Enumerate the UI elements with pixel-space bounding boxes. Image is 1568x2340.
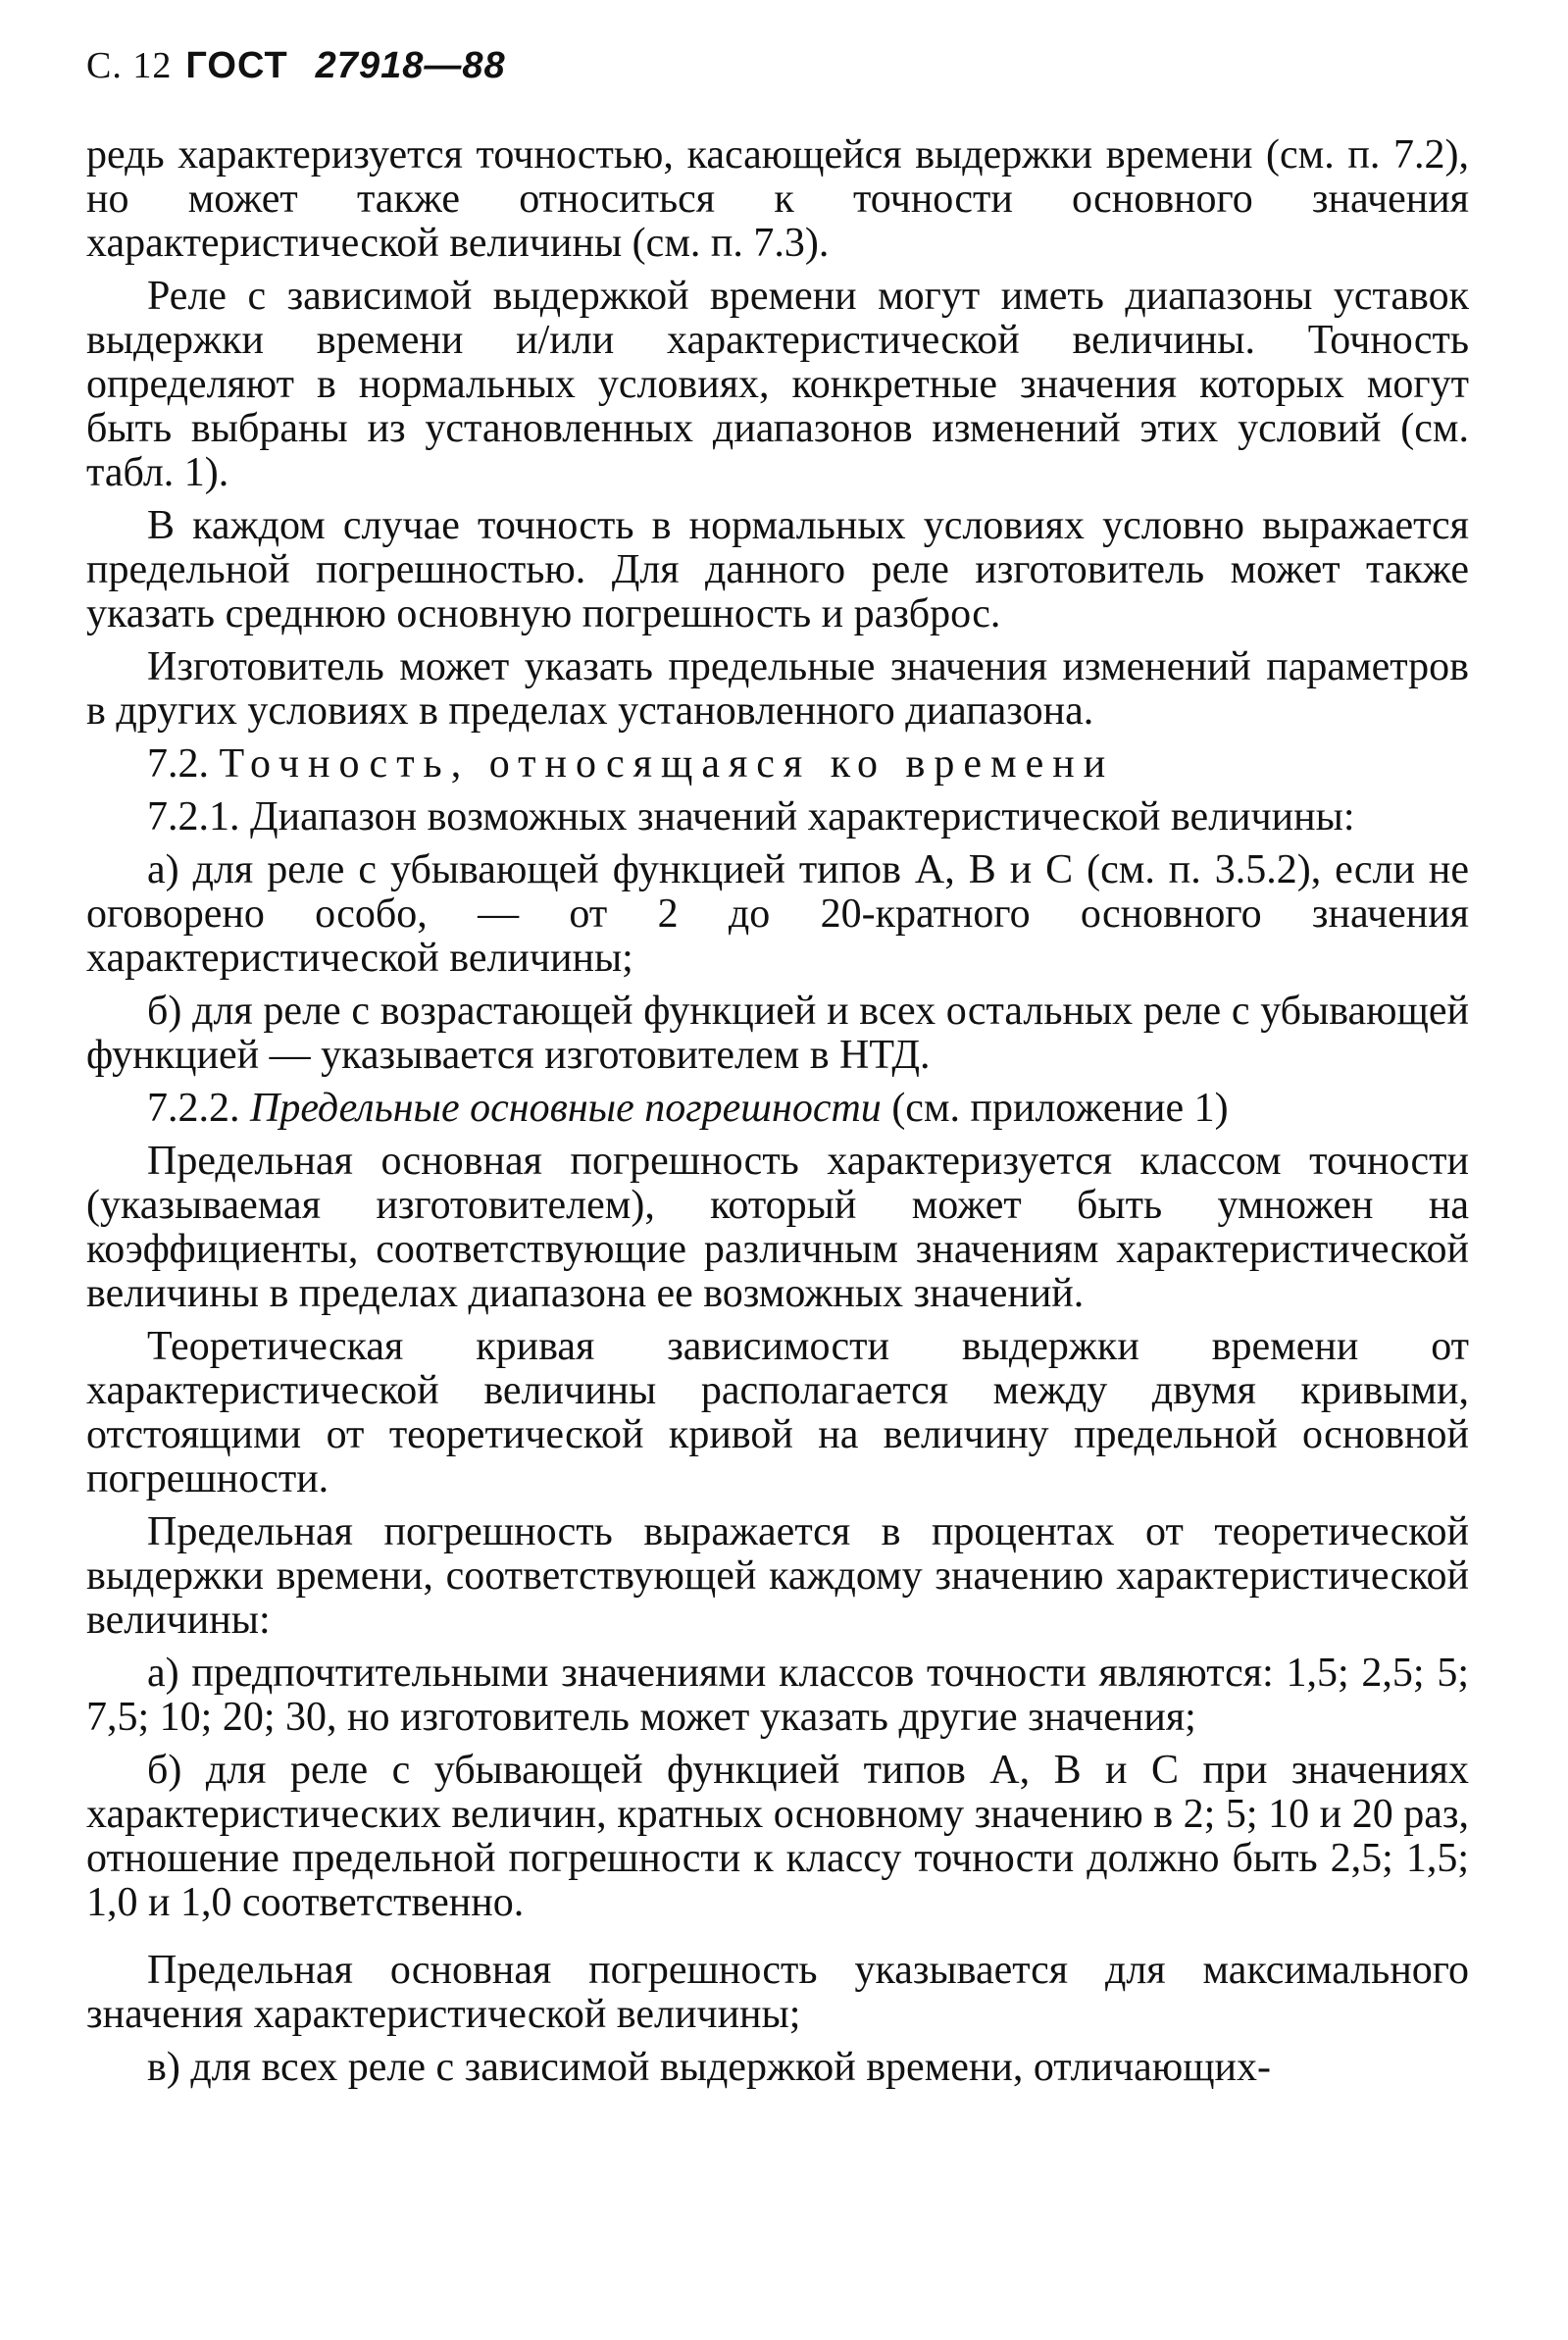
standard-number: 27918—88 — [315, 45, 506, 86]
paragraph-limit-error: В каждом случае точность в нормальных условиях условно выражается предельной погрешностью. Для данного реле изготовитель может также указать среднюю основную погрешность и разброс. — [86, 503, 1469, 636]
section-7-2-1-item-a: а) для реле с убывающей функцией типов А, В и С (см. п. 3.5.2), если не оговорено особо, — от 2 до 20-кратного основного значения характеристической величины; — [86, 847, 1469, 981]
section-7-2-2-number: 7.2.2. — [147, 1086, 240, 1131]
standard-label: ГОСТ — [185, 45, 288, 86]
paragraph-accuracy-class: Предельная основная погрешность характеризуется классом точности (указываемая изготовителем), который может быть умножен на коэффициенты, соответствующие различным значениям характеристической величины в пределах диапазона ее возможных значений. — [86, 1139, 1469, 1316]
paragraph-theoretical-curve: Теоретическая кривая зависимости выдержки времени от характеристической величины располагается между двумя кривыми, отстоящими от теоретической кривой на величину предельной основной погрешности. — [86, 1324, 1469, 1501]
list-item-b: б) для реле с убывающей функцией типов А, В и С при значениях характеристических величин, кратных основному значению в 2; 5; 10 и 20 раз, отношение предельной погрешности к классу точности должно быть 2,5; 1,5; 1,0 и 1,0 соответственно. — [86, 1748, 1469, 1925]
paragraph-continuation: редь характеризуется точностью, касающейся выдержки времени (см. п. 7.2), но может также относиться к точности основного значения характеристической величины (см. п. 7.3). — [86, 132, 1469, 266]
section-7-2-2-title: Предельные основные погрешности — [250, 1086, 882, 1131]
paragraph-percent-error: Предельная погрешность выражается в процентах от теоретической выдержки времени, соответствующей каждому значению характеристической величины: — [86, 1509, 1469, 1643]
section-7-2-title: Точность, относящаяся ко времени — [219, 741, 1115, 787]
section-7-2-2-heading — [86, 1087, 1469, 1131]
paragraph-setting-ranges: Реле с зависимой выдержкой времени могут иметь диапазоны уставок выдержки времени и/или характеристической величины. Точность определяют в нормальных условиях, конкретные значения которых могут быть выбраны из установленных диапазонов изменений этих условий (см. табл. 1). — [86, 274, 1469, 495]
list-item-v: в) для всех реле с зависимой выдержкой времени, отличающих- — [147, 2045, 1271, 2090]
paragraph-manufacturer-limits: Изготовитель может указать предельные значения изменений параметров в других условиях в пределах установленного диапазона. — [86, 644, 1469, 734]
section-7-2-number: 7.2. — [147, 741, 209, 787]
section-7-2-heading — [86, 742, 1469, 787]
section-7-2-2-reference: (см. приложение 1) — [891, 1086, 1229, 1131]
paragraph-max-value: Предельная основная погрешность указывается для максимального значения характеристической величины; — [86, 1948, 1469, 2037]
page-header — [86, 43, 1469, 88]
page-number: С. 12 — [86, 45, 173, 86]
section-7-2-1: 7.2.1. Диапазон возможных значений характеристической величины: — [147, 794, 1355, 839]
list-item-a: а) предпочтительными значениями классов точности являются: 1,5; 2,5; 5; 7,5; 10; 20; 30, но изготовитель может указать другие значения; — [86, 1651, 1469, 1740]
section-7-2-1-item-b: б) для реле с возрастающей функцией и всех остальных реле с убывающей функцией — указывается изготовителем в НТД. — [86, 989, 1469, 1078]
document-page — [86, 43, 1469, 2099]
